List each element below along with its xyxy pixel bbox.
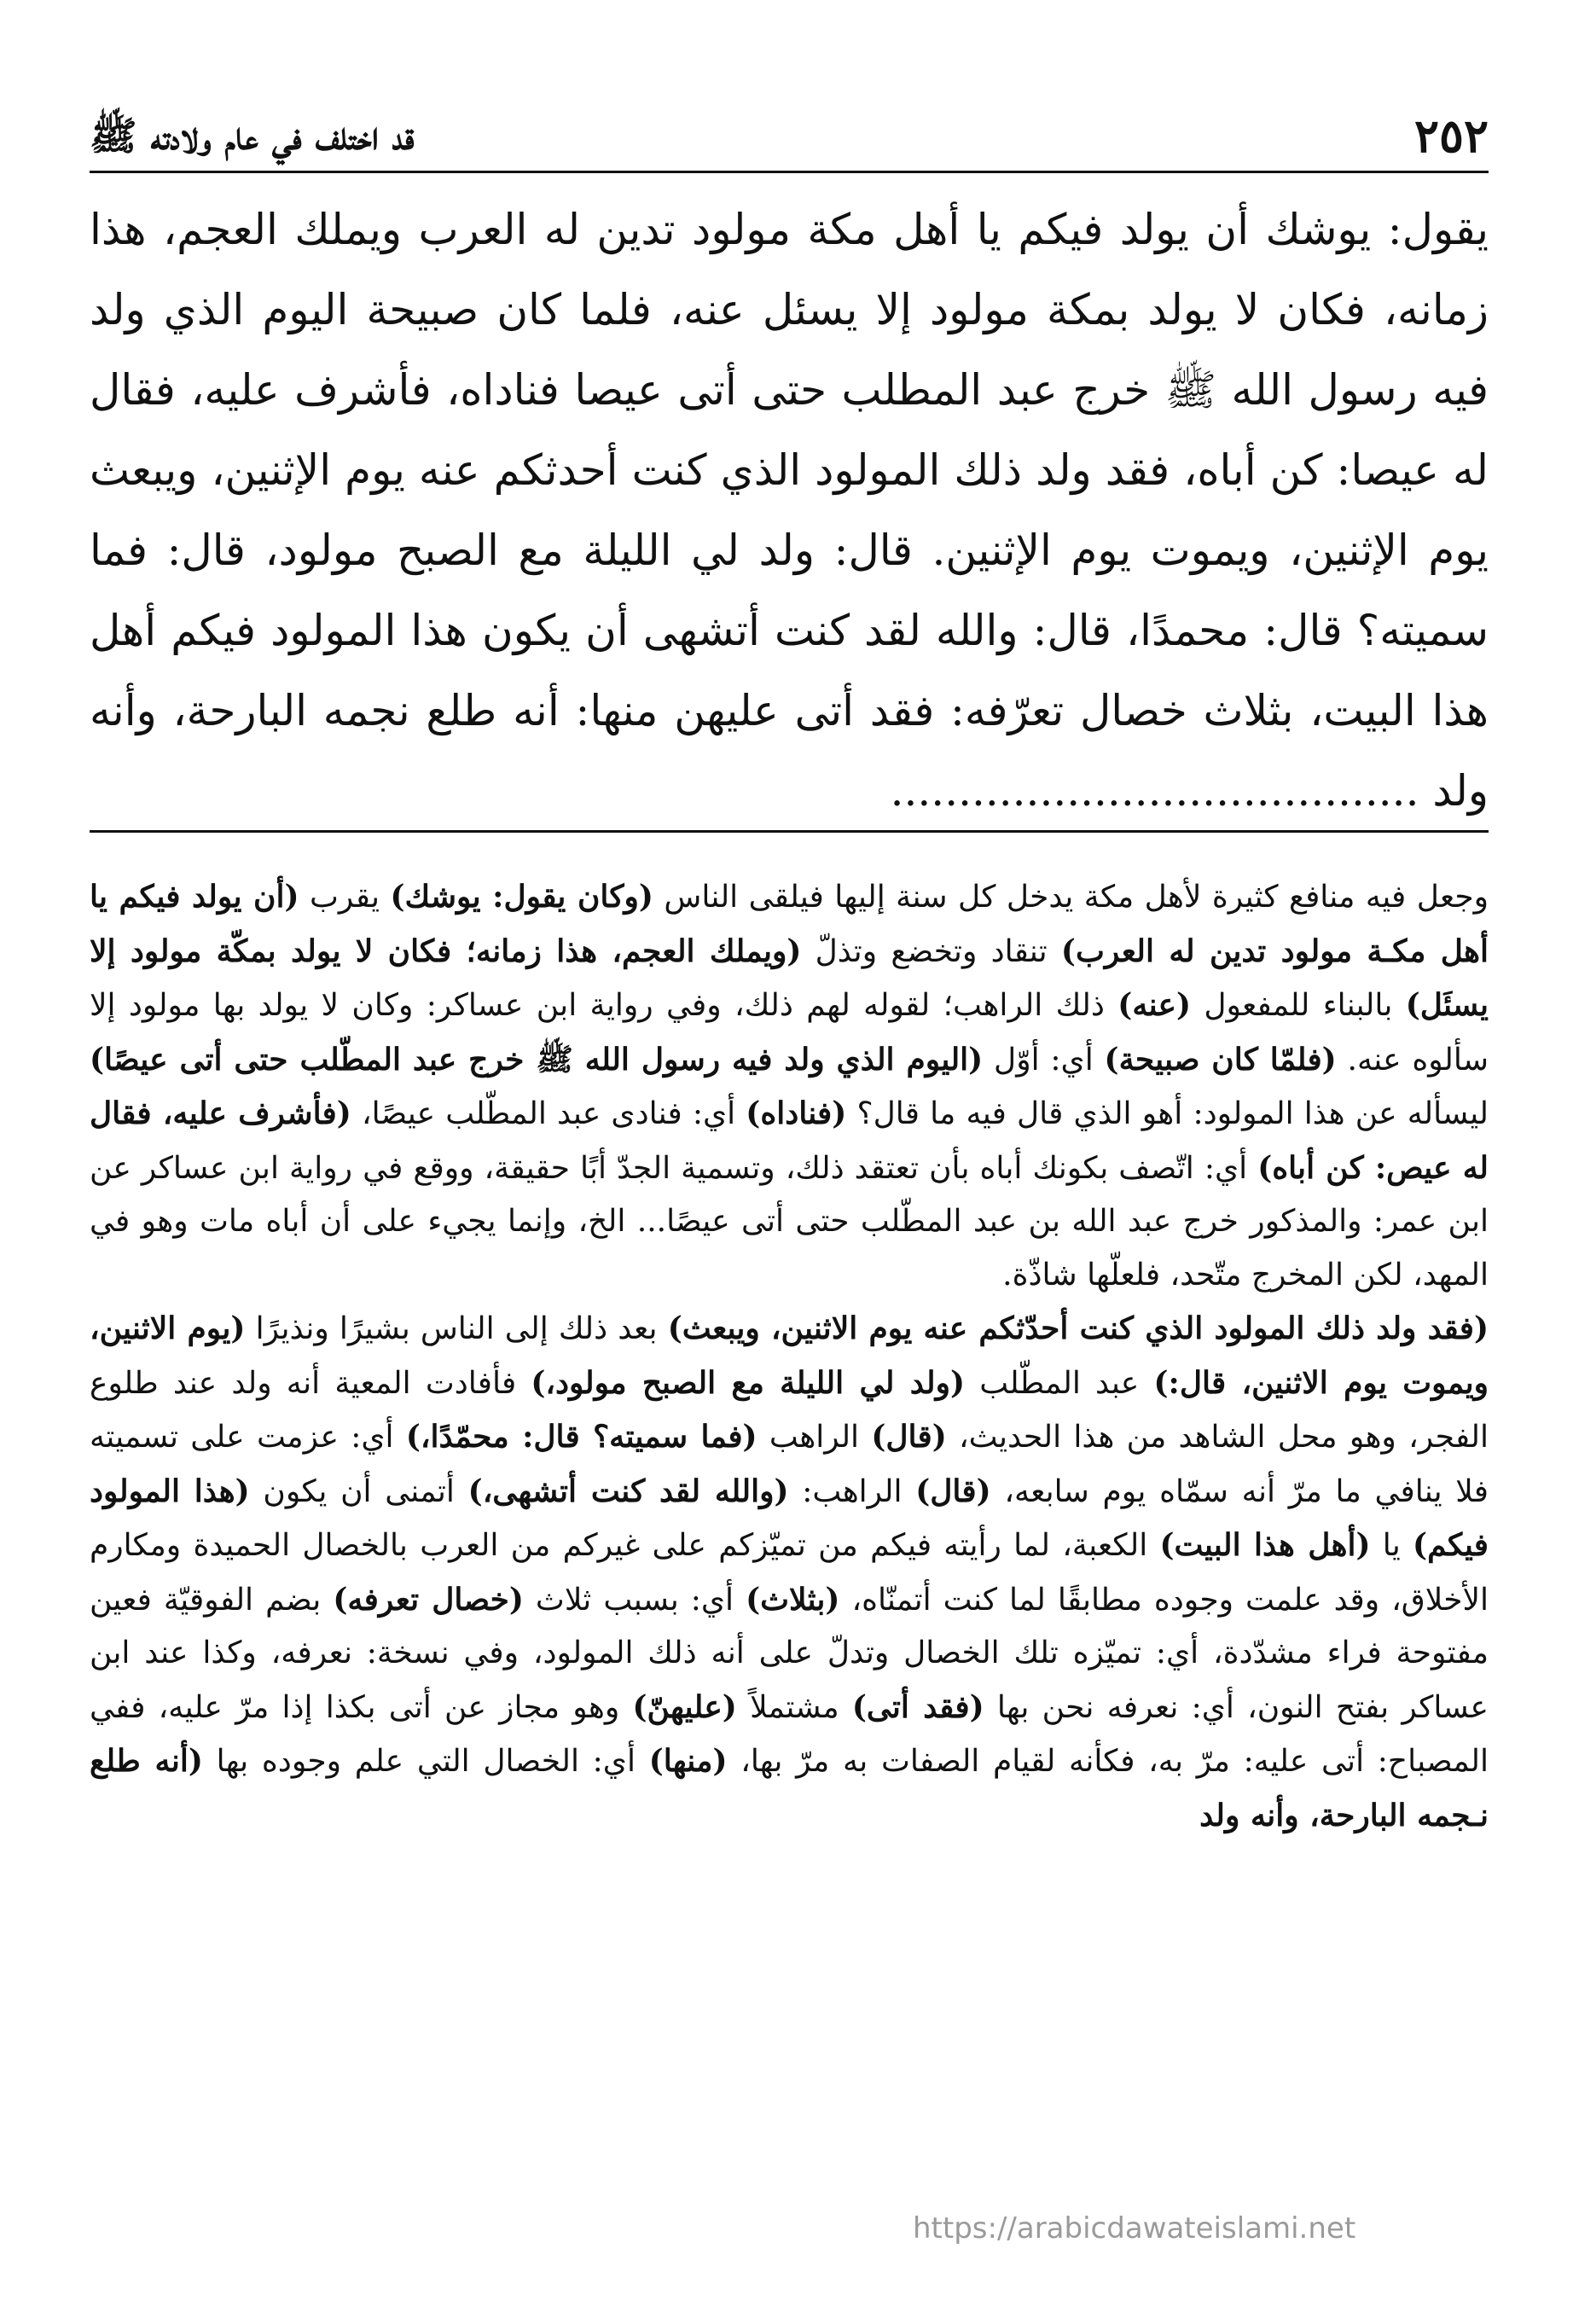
commentary-text: وهو مجاز عن أتى بكذا إذا مرّ عليه، ففي المصباح: أتى عليه: مرّ به، فكأنه لقيام الصفات به مرّ بها، xyxy=(90,1689,1489,1779)
commentary-text: أي: بسبب ثلاث xyxy=(523,1582,746,1618)
commentary-text: وجعل فيه منافع كثيرة لأهل مكة يدخل كل سنة إليها فيلقى الناس xyxy=(653,880,1489,915)
commentary-text: بعد ذلك إلى الناس بشيرًا ونذيرًا xyxy=(245,1311,668,1346)
quoted-hadith-text: (بثلاث) xyxy=(746,1581,840,1618)
main-text-block xyxy=(90,189,1489,831)
quoted-hadith-text: (وكان يقول: يوشك) xyxy=(390,879,653,915)
quoted-hadith-text: (أهل هذا البيت) xyxy=(1159,1527,1371,1563)
quoted-hadith-text: (قال) xyxy=(915,1473,991,1509)
commentary-text: الراهب xyxy=(757,1420,872,1455)
commentary-text: بالبناء للمفعول xyxy=(1191,988,1406,1023)
watermark-url: https://arabicdawateislami.net xyxy=(913,2211,1356,2246)
running-title: قد اختلف في عام ولادته ﷺ xyxy=(90,113,415,159)
quoted-hadith-text: (فلمّا كان صبيحة) xyxy=(1104,1041,1337,1078)
commentary-text: الراهب: xyxy=(788,1473,916,1509)
commentary-text: أي: عزمت على تسميته فلا ينافي ما مرّ أنه سمّاه يوم سابعه، xyxy=(90,1420,1489,1509)
commentary-text: أي: اتّصف بكونك أباه بأن تعتقد ذلك، وتسمية الجدّ أبًا حقيقة، ووقع في رواية ابن عساكر عن ابن عمر: والمذكور خرج عبد الله بن عبد المطّلب حتى أتى عيصًا... الخ، وإنما يجيء على أن أباه مات وهو في المهد، لكن المخرج متّحد، فلعلّها شاذّة. xyxy=(90,1150,1489,1293)
quoted-hadith-text: (فأشرف عليه، فقال له عيص: كن أباه) xyxy=(90,1095,1489,1186)
quoted-hadith-text: (قال) xyxy=(871,1419,947,1455)
commentary-text: الكعبة، لما رأيته فيكم من تميّزكم على غيركم من العرب بالخصال الحميدة ومكارم الأخلاق، وقد علمت وجوده مطابقًا لما كنت أتمنّاه، xyxy=(90,1528,1489,1618)
quoted-hadith-text: (أن يولد فيكم يا أهل مكـة مولود تدين له العرب) xyxy=(90,879,1489,969)
commentary-text: يقرب xyxy=(299,880,391,915)
quoted-hadith-text: (فقد أتى) xyxy=(851,1688,984,1725)
commentary-paragraph-1 xyxy=(90,870,1489,1302)
commentary-text: مشتملاً xyxy=(736,1689,852,1725)
quoted-hadith-text: (فناداه) xyxy=(746,1095,847,1131)
quoted-hadith-text: (عنه) xyxy=(1117,987,1191,1023)
quoted-hadith-text: (فما سميته؟ قال: محمّدًا،) xyxy=(405,1419,757,1455)
footnote-separator xyxy=(90,830,1489,833)
quoted-hadith-text: (هذا المولود فيكم) xyxy=(90,1473,1489,1563)
quoted-hadith-text: (يوم الاثنين، ويموت يوم الاثنين، قال:) xyxy=(90,1310,1489,1401)
commentary-text: تنقاد وتخضع وتذلّ xyxy=(801,933,1061,969)
quoted-hadith-text: (والله لقد كنت أتشهى،) xyxy=(467,1473,789,1509)
commentary-text: ليسأله عن هذا المولود: أهو الذي قال فيه ما قال؟ xyxy=(846,1096,1489,1131)
commentary-paragraph-2 xyxy=(90,1302,1489,1843)
quoted-hadith-text: (أنه طلع نـجمه البارحة، وأنه ولد xyxy=(90,1743,1489,1833)
quoted-hadith-text: (ولد لي الليلة مع الصبح مولود،) xyxy=(531,1364,966,1401)
quoted-hadith-text: (ويملك العجم، هذا زمانه؛ فكان لا يولد بمكّة مولود إلا يسئَل) xyxy=(90,933,1489,1023)
commentary-text: بضم الفوقيّة فعين مفتوحة فراء مشدّدة، أي: تميّزه تلك الخصال وتدلّ على أنه ذلك المولود، وفي نسخة: نعرفه، وكذا عند ابن عساكر بفتح النون، أي: نعرفه نحن بها xyxy=(90,1582,1489,1725)
commentary-text: عبد المطّلب xyxy=(965,1365,1154,1401)
quoted-hadith-text: (اليوم الذي ولد فيه رسول الله ﷺ خرج عبد المطّلب حتى أتى عيصًا) xyxy=(90,1041,984,1078)
quoted-hadith-text: (خصال تعرفه) xyxy=(333,1581,524,1618)
commentary-block xyxy=(90,870,1489,1843)
quoted-hadith-text: (فقد ولد ذلك المولود الذي كنت أحدّثكم عنه يوم الاثنين، ويبعث) xyxy=(667,1310,1489,1346)
main-paragraph: يقول: يوشك أن يولد فيكم يا أهل مكة مولود تدين له العرب ويملك العجم، هذا زمانه، فكان لا يولد بمكة مولود إلا يسئل عنه، فلما كان صبيحة اليوم الذي ولد فيه رسول الله ﷺ خرج عبد المطلب حتى أتى عيصا فناداه، فأشرف عليه، فقال له عيصا: كن أباه، فقد ولد ذلك المولود الذي كنت أحدثكم عنه يوم الإثنين، ويبعث يوم الإثنين، ويموت يوم الإثنين. قال: ولد لي الليلة مع الصبح مولود، قال: فما سميته؟ قال: محمدًا، قال: والله لقد كنت أتشهى أن يكون هذا المولود فيكم أهل هذا البيت، بثلاث خصال تعرّفه: فقد أتى عليهن منها: أنه طلع نجمه البارحة، وأنه ولد ....................................... xyxy=(90,205,1489,816)
quoted-hadith-text: (منها) xyxy=(648,1743,728,1779)
commentary-text: أتمنى أن يكون xyxy=(249,1473,468,1509)
page-header xyxy=(90,101,1489,173)
commentary-text: أي: فنادى عبد المطّلب عيصًا، xyxy=(351,1096,746,1131)
commentary-text: أي: الخصال التي علم وجوده بها xyxy=(202,1744,649,1779)
page-number: ٢٥٢ xyxy=(1413,108,1489,163)
commentary-text: أي: أوّل xyxy=(983,1042,1105,1078)
commentary-text: ذلك الراهب؛ لقوله لهم ذلك، وفي رواية ابن عساكر: وكان لا يولد بها مولود إلا سألوه عنه. xyxy=(90,988,1489,1078)
commentary-text: فأفادت المعية أنه ولد عند طلوع الفجر، وهو محل الشاهد من هذا الحديث، xyxy=(90,1365,1489,1455)
commentary-text: يا xyxy=(1370,1528,1413,1563)
quoted-hadith-text: (عليهنّ) xyxy=(632,1688,737,1725)
